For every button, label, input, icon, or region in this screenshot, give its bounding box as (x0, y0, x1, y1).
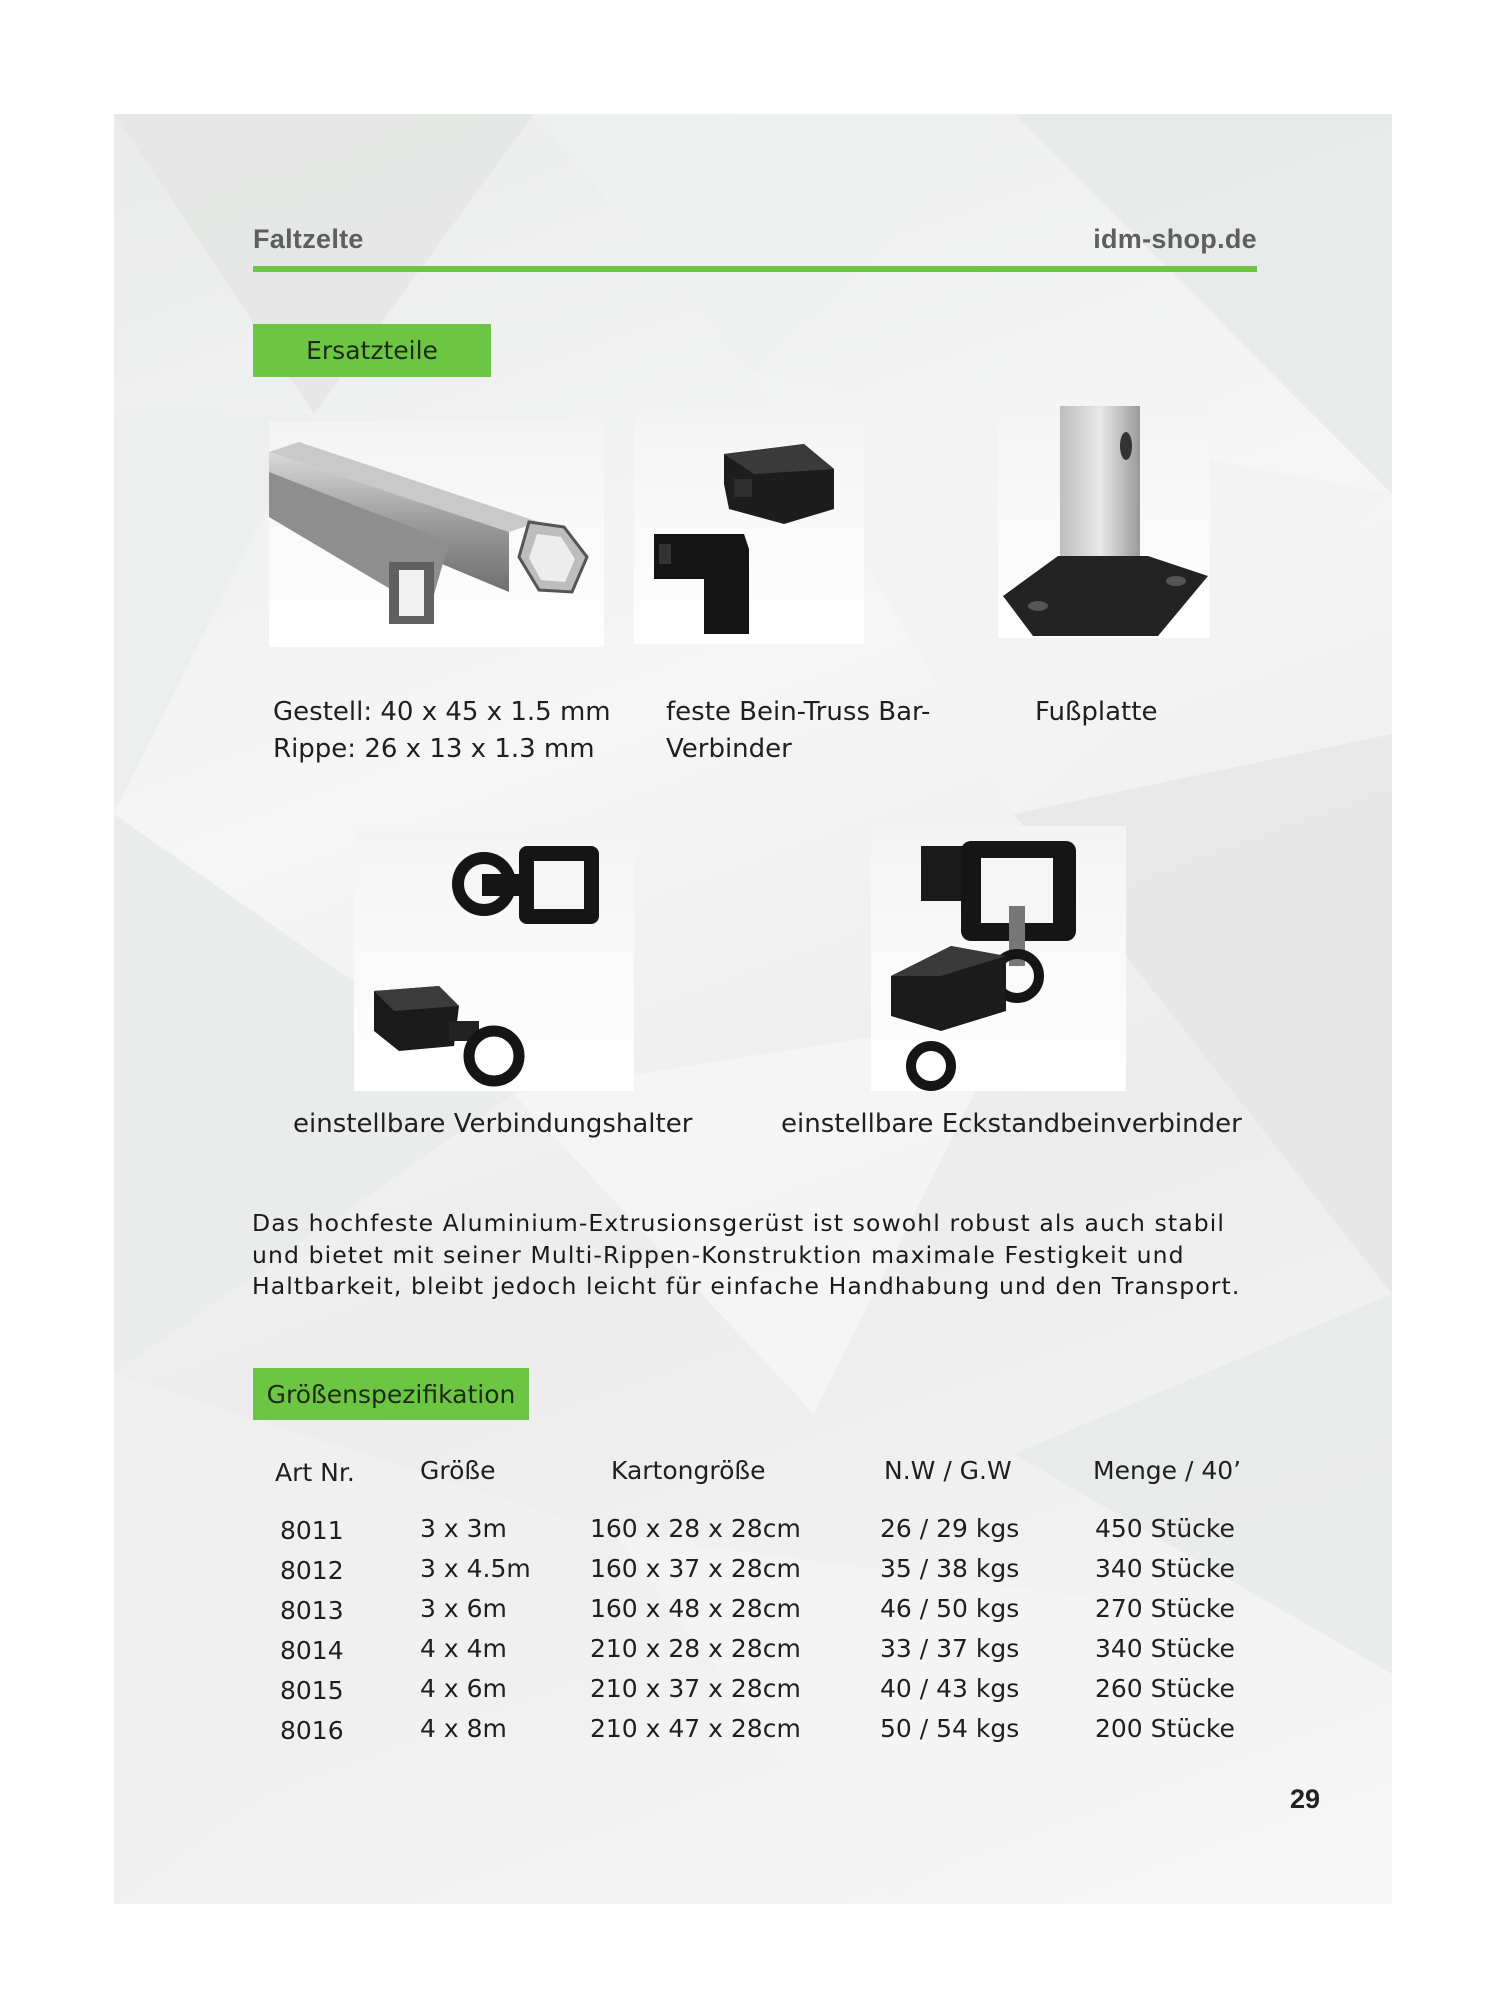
caption-foot-plate: Fußplatte (1035, 697, 1158, 727)
caption-truss-line1: feste Bein-Truss Bar- (666, 697, 931, 727)
caption-rib-line: Rippe: 26 x 13 x 1.3 mm (273, 734, 595, 764)
header-carton-size: Kartongröße (611, 1456, 766, 1485)
header-weight: N.W / G.W (884, 1456, 1012, 1485)
truss-connector-image (634, 414, 864, 644)
caption-frame-line: Gestell: 40 x 45 x 1.5 mm (273, 697, 611, 727)
cell-art-nr: 8013 (280, 1596, 344, 1625)
cell-carton: 160 x 28 x 28cm (590, 1514, 801, 1543)
caption-truss-line2: Verbinder (666, 734, 792, 764)
header-divider (253, 266, 1257, 272)
cell-weight: 26 / 29 kgs (880, 1514, 1020, 1543)
cell-size: 3 x 4.5m (420, 1554, 531, 1583)
cell-weight: 50 / 54 kgs (880, 1714, 1020, 1743)
cell-carton: 210 x 37 x 28cm (590, 1674, 801, 1703)
section-badge-spec: Größenspezifikation (253, 1368, 529, 1420)
cell-size: 4 x 4m (420, 1634, 507, 1663)
cell-quantity: 270 Stücke (1095, 1594, 1235, 1623)
photo-frame-foot-plate (998, 406, 1210, 638)
cell-size: 3 x 6m (420, 1594, 507, 1623)
caption-frame-dimensions (273, 694, 611, 768)
caption-adjustable-bracket: einstellbare Verbindungshalter (293, 1109, 693, 1139)
header-website: idm-shop.de (1093, 224, 1257, 254)
brochure-page (114, 114, 1392, 1904)
header-category: Faltzelte (253, 224, 364, 254)
section-badge-parts: Ersatzteile (253, 324, 491, 377)
aluminium-profile-image (269, 422, 604, 647)
header-art-nr: Art Nr. (275, 1458, 355, 1487)
description-paragraph: Das hochfeste Aluminium-Extrusionsgerüst ist sowohl robust als auch stabil und bietet mit seiner Multi-Rippen-Konstruktion maximale Festigkeit und Haltbarkeit, bleibt jedoch leicht für einfache Handhabung und den Transport. (252, 1209, 1241, 1300)
cell-art-nr: 8014 (280, 1636, 344, 1665)
corner-leg-connector-image (871, 826, 1126, 1091)
caption-corner-leg-connector: einstellbare Eckstandbeinverbinder (781, 1109, 1242, 1139)
cell-quantity: 450 Stücke (1095, 1514, 1235, 1543)
foot-plate-image (998, 406, 1210, 638)
cell-quantity: 340 Stücke (1095, 1554, 1235, 1583)
photo-frame-truss-connector (634, 414, 864, 644)
cell-carton: 160 x 37 x 28cm (590, 1554, 801, 1583)
cell-size: 3 x 3m (420, 1514, 507, 1543)
cell-carton: 210 x 47 x 28cm (590, 1714, 801, 1743)
cell-weight: 46 / 50 kgs (880, 1594, 1020, 1623)
cell-quantity: 260 Stücke (1095, 1674, 1235, 1703)
cell-carton: 160 x 48 x 28cm (590, 1594, 801, 1623)
photo-frame-profiles (269, 422, 604, 647)
photo-frame-brackets (354, 826, 634, 1091)
page-number: 29 (1290, 1784, 1321, 1814)
cell-quantity: 340 Stücke (1095, 1634, 1235, 1663)
cell-size: 4 x 8m (420, 1714, 507, 1743)
cell-art-nr: 8016 (280, 1716, 344, 1745)
header-quantity: Menge / 40’ (1093, 1456, 1242, 1485)
cell-size: 4 x 6m (420, 1674, 507, 1703)
cell-art-nr: 8015 (280, 1676, 344, 1705)
header-size: Größe (420, 1456, 496, 1485)
caption-truss-connector (666, 694, 930, 768)
cell-weight: 35 / 38 kgs (880, 1554, 1020, 1583)
photo-frame-corner-leg (871, 826, 1126, 1091)
cell-art-nr: 8011 (280, 1516, 344, 1545)
cell-art-nr: 8012 (280, 1556, 344, 1585)
cell-weight: 40 / 43 kgs (880, 1674, 1020, 1703)
cell-carton: 210 x 28 x 28cm (590, 1634, 801, 1663)
cell-quantity: 200 Stücke (1095, 1714, 1235, 1743)
adjustable-bracket-image (354, 826, 634, 1091)
cell-weight: 33 / 37 kgs (880, 1634, 1020, 1663)
